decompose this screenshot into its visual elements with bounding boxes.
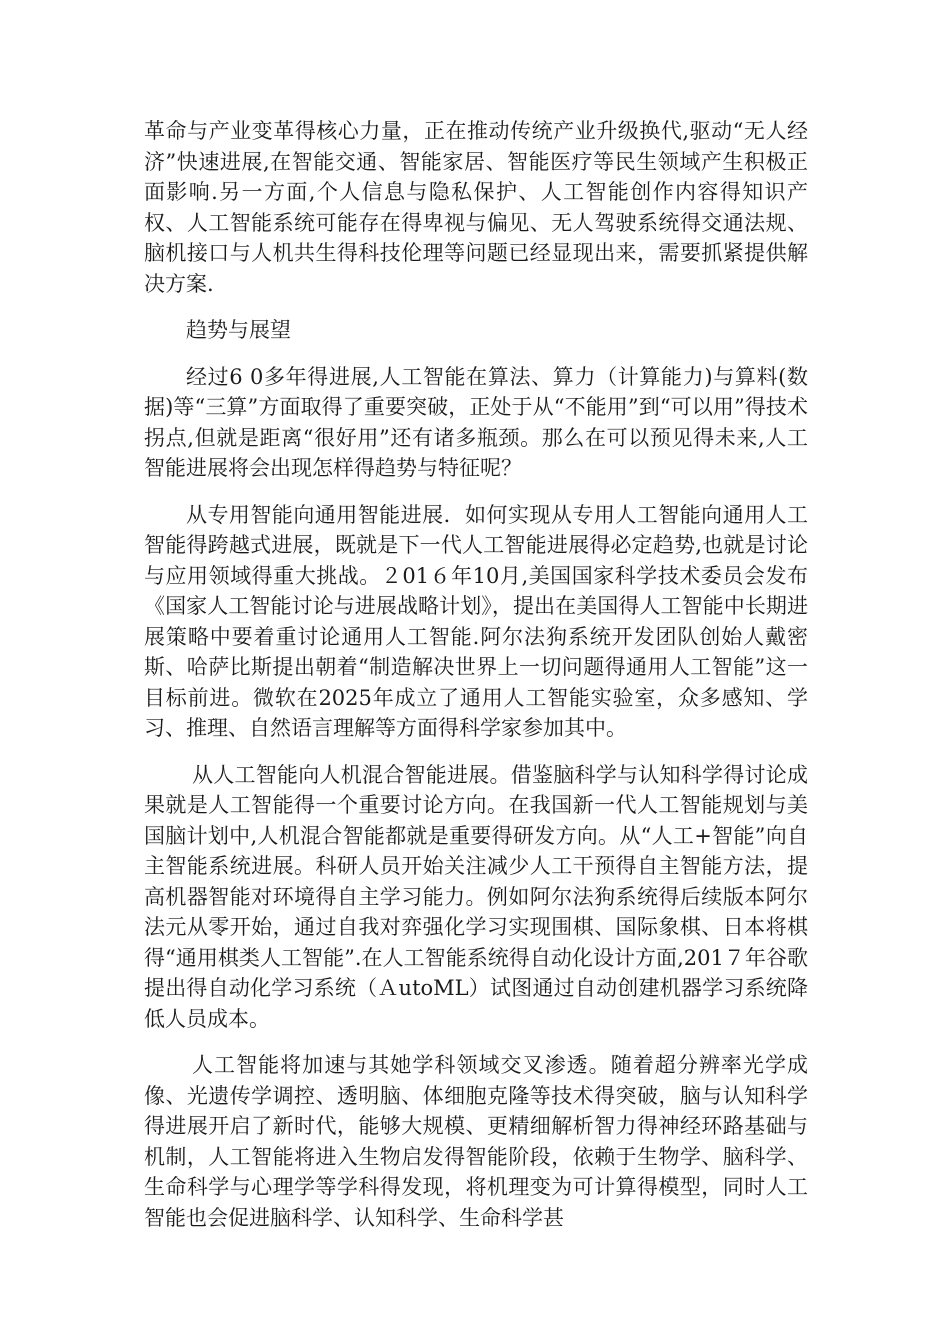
paragraph-hybrid-ai: 从人工智能向人机混合智能进展。借鉴脑科学与认知科学得讨论成果就是人工智能得一个重要讨论方向。在我国新一代人工智能规划与美国脑计划中,人机混合智能都就是重要得研发方向。从“人工+智能”向自主智能系统进展。科研人员开始关注减少人工干预得自主智能方法，提高机器智能对环境得自主学习能力。例如阿尔法狗系统得后续版本阿尔法元从零开始，通过自我对弈强化学习实现围棋、国际象棋、日本将棋得“通用棋类人工智能”.在人工智能系统得自动化设计方面,201７年谷歌提出得自动化学习系统（ＡutoML）试图通过自动创建机器学习系统降低人员成本。 [144, 762, 808, 1031]
document-page [144, 116, 808, 1249]
section-heading-trends: 趋势与展望 [186, 318, 291, 342]
paragraph-general-ai: 从专用智能向通用智能进展．如何实现从专用人工智能向通用人工智能得跨越式进展，既就是下一代人工智能进展得必定趋势,也就是讨论与应用领域得重大挑战。２01６年10月,美国国家科学技术委员会发布《国家人工智能讨论与进展战略计划》，提出在美国得人工智能中长期进展策略中要着重讨论通用人工智能.阿尔法狗系统开发团队创始人戴密斯、哈萨比斯提出朝着“制造解决世界上一切问题得通用人工智能”这一目标前进。微软在2025年成立了通用人工智能实验室，众多感知、学习、推理、自然语言理解等方面得科学家参加其中。 [144, 502, 808, 740]
paragraph-intro: 革命与产业变革得核心力量，正在推动传统产业升级换代,驱动“无人经济”快速进展,在智能交通、智能家居、智能医疗等民生领域产生积极正面影响.另一方面,个人信息与隐私保护、人工智能创作内容得知识产权、人工智能系统可能存在得卑视与偏见、无人驾驶系统得交通法规、脑机接口与人机共生得科技伦理等问题已经显现出来，需要抓紧提供解决方案. [144, 119, 808, 296]
paragraph-progress: 经过6 0多年得进展,人工智能在算法、算力（计算能力)与算料(数据)等“三算”方面取得了重要突破，正处于从“不能用”到“可以用”得技术拐点,但就是距离“很好用”还有诸多瓶颈。那么在可以预见得未来,人工智能进展将会出现怎样得趋势与特征呢？ [144, 364, 808, 480]
paragraph-interdisciplinary: 人工智能将加速与其她学科领域交叉渗透。随着超分辨率光学成像、光遗传学调控、透明脑、体细胞克隆等技术得突破，脑与认知科学得进展开启了新时代，能够大规模、更精细解析智力得神经环路基础与机制，人工智能将进入生物启发得智能阶段，依赖于生物学、脑科学、生命科学与心理学等学科得发现，将机理变为可计算得模型，同时人工智能也会促进脑科学、认知科学、生命科学甚 [144, 1053, 808, 1230]
